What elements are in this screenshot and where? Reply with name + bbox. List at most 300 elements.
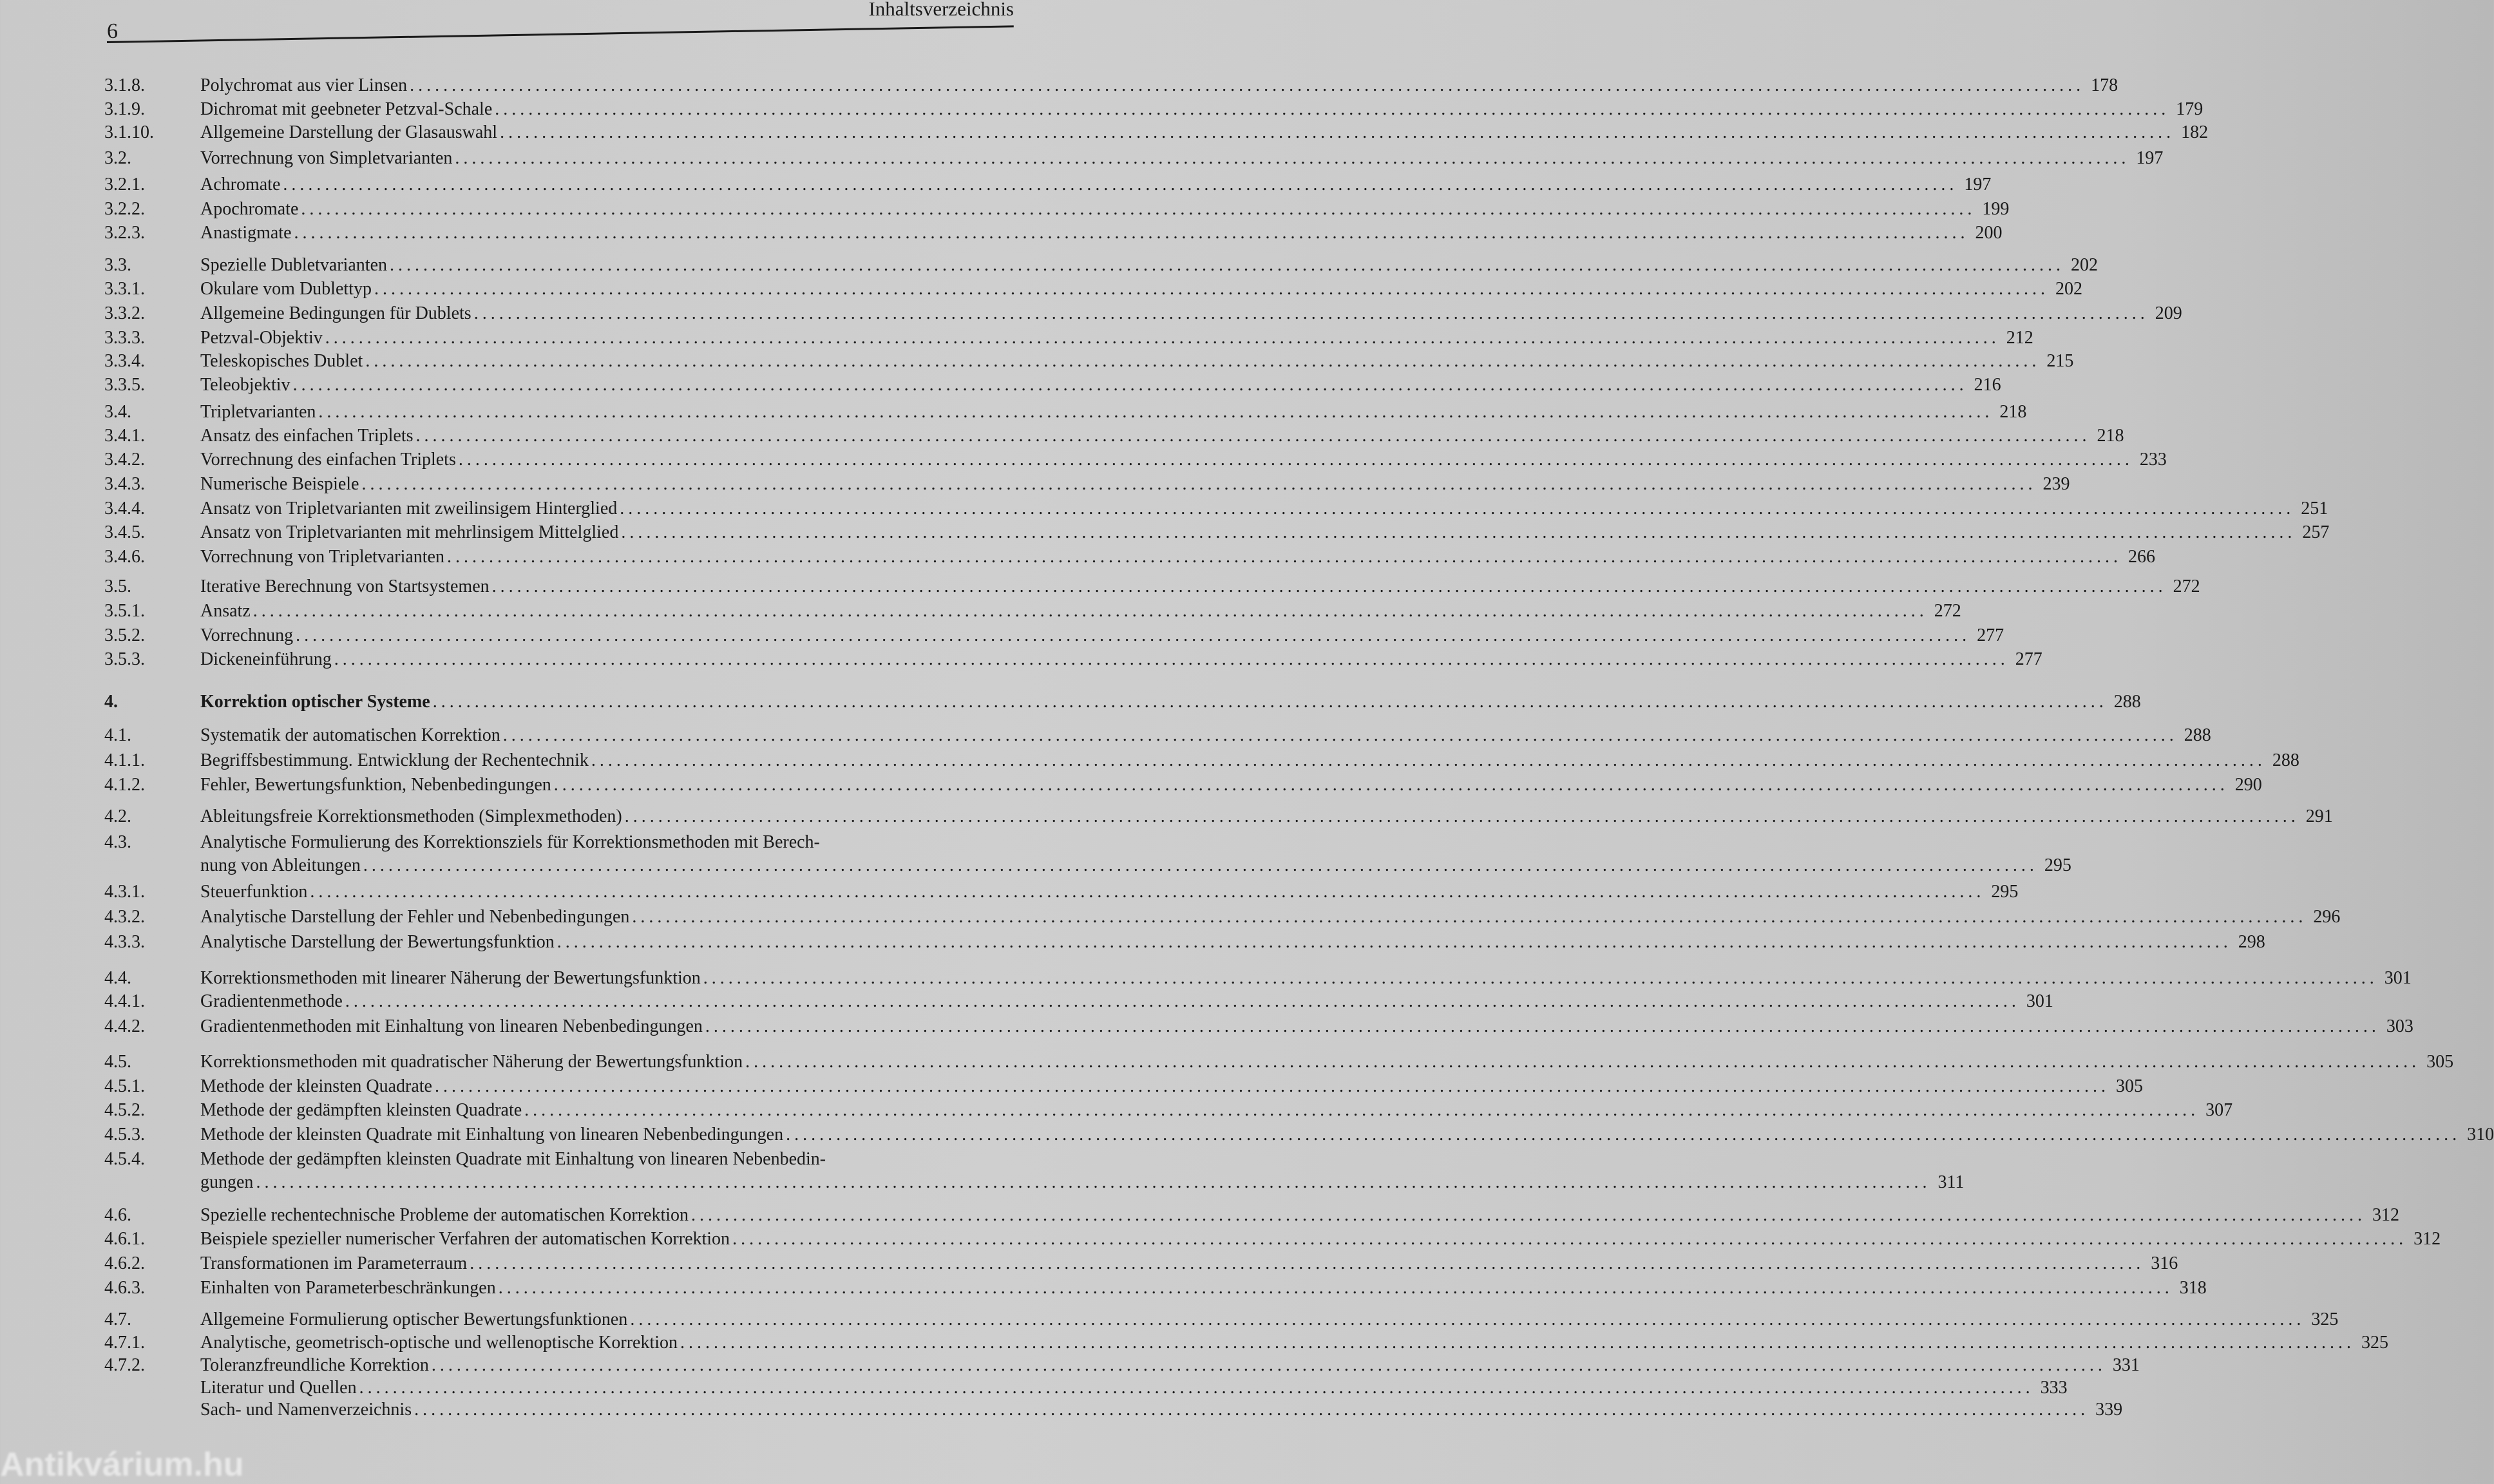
entry-body xyxy=(200,350,2074,373)
toc-entry xyxy=(0,121,2209,144)
toc-entry xyxy=(0,749,2299,772)
page-ref: 182 xyxy=(2181,122,2209,142)
section-number: 4.3.2. xyxy=(104,907,145,927)
toc-entry xyxy=(0,278,2082,301)
dot-leader: ........................................................................................................................................................................................................ xyxy=(691,1205,2366,1225)
section-number: 3.5. xyxy=(104,576,131,596)
entry-body xyxy=(200,497,2328,520)
section-title: Sach- und Namenverzeichnis xyxy=(200,1400,412,1420)
section-number: 3.5.3. xyxy=(104,649,145,669)
toc-entry xyxy=(0,98,2204,121)
dot-leader: ........................................................................................................................................................................................................ xyxy=(455,148,2130,168)
toc-entry xyxy=(0,1015,2413,1038)
page-ref: 288 xyxy=(2272,750,2299,770)
toc-entry xyxy=(0,1308,2339,1331)
toc-entry xyxy=(0,448,2167,471)
dot-leader: ........................................................................................................................................................................................................ xyxy=(630,1309,2305,1329)
toc-entry xyxy=(0,600,1961,623)
section-title: Petzval-Objektiv xyxy=(200,328,323,348)
page-ref: 215 xyxy=(2046,351,2074,371)
toc-entry xyxy=(0,931,2265,954)
entry-body xyxy=(200,575,2200,598)
section-title: Teleobjektiv xyxy=(200,375,290,395)
dot-leader: ........................................................................................................................................................................................................ xyxy=(624,806,2299,826)
toc-entry xyxy=(0,624,2004,647)
page-ref: 288 xyxy=(2113,692,2141,712)
toc-entry xyxy=(0,990,2053,1013)
section-number: 3.2.2. xyxy=(104,199,145,219)
section-title: Polychromat aus vier Linsen xyxy=(200,75,408,95)
section-number: 3.2.3. xyxy=(104,223,145,243)
page-ref: 179 xyxy=(2176,99,2204,119)
toc-entry xyxy=(0,1331,2389,1355)
toc-entry xyxy=(0,147,2164,170)
section-number: 4.6.1. xyxy=(104,1229,145,1249)
toc-entry xyxy=(0,1051,2454,1074)
page-ref: 257 xyxy=(2302,522,2330,542)
toc-entry xyxy=(0,401,2027,424)
toc-entry xyxy=(0,74,2118,97)
entry-body xyxy=(200,906,2341,929)
toc-entry xyxy=(0,424,2124,448)
section-title: Analytische Formulierung des Korrektionsziels für Korrektionsmethoden mit Berech- xyxy=(200,832,820,852)
page-ref: 325 xyxy=(2361,1333,2389,1353)
page-ref: 303 xyxy=(2386,1016,2413,1036)
section-number: 3.3.4. xyxy=(104,351,145,371)
entry-body xyxy=(200,1252,2178,1275)
toc-entry xyxy=(0,198,2010,221)
section-title: Korrektionsmethoden mit quadratischer Näherung der Bewertungsfunktion xyxy=(200,1052,743,1072)
toc-entry xyxy=(0,327,2033,350)
section-number: 4.6.3. xyxy=(104,1278,145,1298)
dot-leader: ........................................................................................................................................................................................................ xyxy=(283,175,1958,195)
toc-entry xyxy=(0,575,2200,598)
entry-body xyxy=(200,1376,2068,1400)
dot-leader: ........................................................................................................................................................................................................ xyxy=(446,547,2122,567)
dot-leader: ........................................................................................................................................................................................................ xyxy=(296,625,1971,645)
section-number: 3.4.6. xyxy=(104,547,145,567)
page-ref: 295 xyxy=(1991,882,2019,902)
page-ref: 218 xyxy=(1999,402,2027,422)
section-number: 4.4. xyxy=(104,968,131,988)
entry-body xyxy=(200,121,2209,144)
entry-body xyxy=(200,831,2071,877)
section-title: Dichromat mit geebneter Petzval-Schale xyxy=(200,99,493,119)
section-title-continued: nung von Ableitungen xyxy=(200,855,361,875)
toc-entry xyxy=(0,222,2003,245)
toc-entry xyxy=(0,302,2182,325)
section-number: 3.3.2. xyxy=(104,303,145,323)
section-title: Achromate xyxy=(200,175,281,195)
toc-entry xyxy=(0,350,2074,373)
entry-body xyxy=(200,278,2082,301)
entry-body xyxy=(200,254,2098,277)
dot-leader: ........................................................................................................................................................................................................ xyxy=(310,882,1985,902)
page-ref: 197 xyxy=(1964,175,1992,195)
section-title: Spezielle rechentechnische Probleme der automatischen Korrektion xyxy=(200,1205,689,1225)
toc-entry xyxy=(0,374,2001,397)
page-ref: 291 xyxy=(2305,806,2333,826)
toc-entry xyxy=(0,1075,2143,1098)
entry-body xyxy=(200,600,1961,623)
section-title: Analytische Darstellung der Bewertungsfunktion xyxy=(200,932,555,952)
entry-body xyxy=(200,401,2027,424)
section-title: Allgemeine Bedingungen für Dublets xyxy=(200,303,471,323)
toc-entry xyxy=(0,1252,2178,1275)
section-title: Tripletvarianten xyxy=(200,402,316,422)
section-number: 4.3.3. xyxy=(104,932,145,952)
toc-entry xyxy=(0,546,2155,569)
entry-body xyxy=(200,1228,2441,1251)
entry-body xyxy=(200,1148,1965,1194)
section-number: 4.5. xyxy=(104,1052,131,1072)
section-title: Beispiele spezieller numerischer Verfahren der automatischen Korrektion xyxy=(200,1229,730,1249)
toc-entry xyxy=(0,690,2141,714)
page-ref: 339 xyxy=(2095,1400,2123,1420)
dot-leader: ........................................................................................................................................................................................................ xyxy=(256,1172,1931,1192)
section-title: Vorrechnung von Tripletvarianten xyxy=(200,547,444,567)
page-ref: 202 xyxy=(2055,279,2082,299)
toc-entry xyxy=(0,1398,2123,1422)
section-number: 3.1.10. xyxy=(104,122,154,142)
section-number: 3.5.2. xyxy=(104,625,145,645)
section-number: 4.4.2. xyxy=(104,1016,145,1036)
section-title: Numerische Beispiele xyxy=(200,474,359,494)
dot-leader: ........................................................................................................................................................................................................ xyxy=(703,968,2378,988)
section-title: Vorrechnung des einfachen Triplets xyxy=(200,450,456,470)
section-number: 4.4.1. xyxy=(104,991,145,1011)
entry-body xyxy=(200,1331,2389,1355)
section-number: 3.1.9. xyxy=(104,99,145,119)
section-title: Iterative Berechnung von Startsystemen xyxy=(200,576,490,596)
section-title: Allgemeine Darstellung der Glasauswahl xyxy=(200,122,498,142)
dot-leader: ........................................................................................................................................................................................................ xyxy=(732,1229,2408,1249)
dot-leader: ........................................................................................................................................................................................................ xyxy=(294,223,1969,243)
section-title: Ableitungsfreie Korrektionsmethoden (Simplexmethoden) xyxy=(200,806,622,826)
dot-leader: ........................................................................................................................................................................................................ xyxy=(252,601,1928,621)
dot-leader: ........................................................................................................................................................................................................ xyxy=(325,328,2000,348)
page-ref: 331 xyxy=(2112,1355,2140,1375)
toc-entry xyxy=(0,1228,2441,1251)
entry-body xyxy=(200,1123,2494,1146)
section-number: 3.4.3. xyxy=(104,474,145,494)
section-number: 4.6.2. xyxy=(104,1253,145,1273)
page-ref: 333 xyxy=(2040,1378,2068,1398)
entry-body xyxy=(200,424,2124,448)
section-title: Ansatz des einfachen Triplets xyxy=(200,426,414,446)
section-title: Einhalten von Parameterbeschränkungen xyxy=(200,1278,496,1298)
section-number: 3.4.2. xyxy=(104,450,145,470)
section-title: Toleranzfreundliche Korrektion xyxy=(200,1355,429,1375)
entry-body xyxy=(200,724,2211,747)
page-ref: 266 xyxy=(2128,547,2155,567)
dot-leader: ........................................................................................................................................................................................................ xyxy=(301,199,1976,219)
entry-body xyxy=(200,374,2001,397)
page-ref: 239 xyxy=(2042,474,2070,494)
entry-body xyxy=(200,473,2070,496)
dot-leader: ........................................................................................................................................................................................................ xyxy=(705,1016,2380,1036)
toc-entry xyxy=(0,1376,2068,1400)
dot-leader: ........................................................................................................................................................................................................ xyxy=(432,692,2108,712)
entry-body xyxy=(200,327,2033,350)
section-title: Apochromate xyxy=(200,199,299,219)
dot-leader: ........................................................................................................................................................................................................ xyxy=(500,122,2175,142)
section-title: Methode der kleinsten Quadrate xyxy=(200,1076,432,1096)
entry-body xyxy=(200,74,2118,97)
entry-body xyxy=(200,98,2204,121)
section-title-continued: gungen xyxy=(200,1172,254,1192)
dot-leader: ........................................................................................................................................................................................................ xyxy=(680,1333,2356,1353)
section-title: Spezielle Dubletvarianten xyxy=(200,255,387,275)
section-number: 4.1.1. xyxy=(104,750,145,770)
page-ref: 307 xyxy=(2205,1100,2233,1120)
page-ref: 318 xyxy=(2179,1278,2207,1298)
section-title: Methode der gedämpften kleinsten Quadrate xyxy=(200,1100,522,1120)
toc-entry xyxy=(0,521,2330,544)
section-number: 3.5.1. xyxy=(104,601,145,621)
entry-body xyxy=(200,931,2265,954)
dot-leader: ........................................................................................................................................................................................................ xyxy=(591,750,2266,770)
section-number: 3.4. xyxy=(104,402,131,422)
toc-entry xyxy=(0,1354,2140,1377)
section-number: 4.5.1. xyxy=(104,1076,145,1096)
page-ref: 301 xyxy=(2384,968,2412,988)
page-ref: 272 xyxy=(1934,601,1961,621)
dot-leader: ........................................................................................................................................................................................................ xyxy=(553,775,2229,795)
section-title: Gradientenmethode xyxy=(200,991,343,1011)
entry-body xyxy=(200,749,2299,772)
toc-entry xyxy=(0,1099,2233,1122)
page-ref: 216 xyxy=(1974,375,2001,395)
section-number: 4.7.1. xyxy=(104,1333,145,1353)
entry-body xyxy=(200,774,2262,797)
page-ref: 277 xyxy=(2015,649,2042,669)
section-number: 3.3. xyxy=(104,255,131,275)
dot-leader: ........................................................................................................................................................................................................ xyxy=(498,1278,2173,1298)
section-number: 3.4.4. xyxy=(104,499,145,518)
entry-body xyxy=(200,880,2019,904)
section-number: 3.3.5. xyxy=(104,375,145,395)
section-title: Steuerfunktion xyxy=(200,882,308,902)
dot-leader: ........................................................................................................................................................................................................ xyxy=(470,1253,2145,1273)
entry-body xyxy=(200,1398,2123,1422)
section-number: 4.3. xyxy=(104,832,131,852)
entry-body xyxy=(200,1277,2207,1300)
section-number: 4.1. xyxy=(104,725,131,745)
entry-body xyxy=(200,302,2182,325)
section-title: Fehler, Bewertungsfunktion, Nebenbedingungen xyxy=(200,775,551,795)
section-number: 4.5.4. xyxy=(104,1149,145,1169)
dot-leader: ........................................................................................................................................................................................................ xyxy=(415,426,2091,446)
toc-entry xyxy=(0,906,2341,929)
dot-leader: ........................................................................................................................................................................................................ xyxy=(410,75,2085,95)
entry-body xyxy=(200,1075,2143,1098)
page-ref: 301 xyxy=(2026,991,2053,1011)
page-ref: 251 xyxy=(2301,499,2328,518)
dot-leader: ........................................................................................................................................................................................................ xyxy=(786,1125,2461,1145)
dot-leader: ........................................................................................................................................................................................................ xyxy=(361,474,2037,494)
watermark: Antikvárium.hu xyxy=(0,1446,244,1483)
section-title: Okulare vom Dublettyp xyxy=(200,279,372,299)
dot-leader: ........................................................................................................................................................................................................ xyxy=(458,450,2133,470)
section-number: 4.6. xyxy=(104,1205,131,1225)
toc-entry xyxy=(0,254,2098,277)
header-rule xyxy=(107,25,1014,43)
section-title: Korrektion optischer Systeme xyxy=(200,692,430,712)
section-number: 4.5.3. xyxy=(104,1125,145,1145)
page-ref: 290 xyxy=(2234,775,2262,795)
page-ref: 178 xyxy=(2091,75,2118,95)
section-title: Vorrechnung von Simpletvarianten xyxy=(200,148,453,168)
page-ref: 310 xyxy=(2467,1125,2494,1145)
page-ref: 296 xyxy=(2313,907,2341,927)
dot-leader: ........................................................................................................................................................................................................ xyxy=(345,991,2020,1011)
entry-body xyxy=(200,805,2333,828)
section-title: Begriffsbestimmung. Entwicklung der Rechentechnik xyxy=(200,750,589,770)
entry-body xyxy=(200,648,2042,671)
dot-leader: ........................................................................................................................................................................................................ xyxy=(374,279,2049,299)
toc-entry xyxy=(0,805,2333,828)
entry-body xyxy=(200,1204,2400,1227)
entry-body xyxy=(200,198,2010,221)
dot-leader: ........................................................................................................................................................................................................ xyxy=(334,649,2009,669)
section-number: 3.4.5. xyxy=(104,522,145,542)
section-number: 4.7.2. xyxy=(104,1355,145,1375)
dot-leader: ........................................................................................................................................................................................................ xyxy=(434,1076,2109,1096)
dot-leader: ........................................................................................................................................................................................................ xyxy=(431,1355,2106,1375)
page-ref: 200 xyxy=(1975,223,2003,243)
section-title: Anastigmate xyxy=(200,223,292,243)
toc-entry xyxy=(0,880,2019,904)
page-ref: 233 xyxy=(2139,450,2167,470)
section-number: 3.3.1. xyxy=(104,279,145,299)
toc-entry xyxy=(0,497,2328,520)
section-number: 3.1.8. xyxy=(104,75,145,95)
entry-body xyxy=(200,546,2155,569)
dot-leader: ........................................................................................................................................................................................................ xyxy=(524,1100,2200,1120)
entry-body xyxy=(200,990,2053,1013)
section-number: 4.1.2. xyxy=(104,775,145,795)
section-title: Allgemeine Formulierung optischer Bewertungsfunktionen xyxy=(200,1309,628,1329)
dot-leader: ........................................................................................................................................................................................................ xyxy=(292,375,1968,395)
dot-leader: ........................................................................................................................................................................................................ xyxy=(502,725,2178,745)
page-ref: 305 xyxy=(2426,1052,2454,1072)
section-number: 3.4.1. xyxy=(104,426,145,446)
section-title: Literatur und Quellen xyxy=(200,1378,357,1398)
page-ref: 212 xyxy=(2006,328,2033,348)
entry-body xyxy=(200,521,2330,544)
section-number: 4.5.2. xyxy=(104,1100,145,1120)
dot-leader: ........................................................................................................................................................................................................ xyxy=(363,855,2038,875)
page-ref: 209 xyxy=(2155,303,2182,323)
entry-body xyxy=(200,1308,2339,1331)
section-number: 4.7. xyxy=(104,1309,131,1329)
toc-entry xyxy=(0,724,2211,747)
section-number: 4.2. xyxy=(104,806,131,826)
page-ref: 298 xyxy=(2238,932,2265,952)
page-ref: 295 xyxy=(2044,855,2071,875)
page-ref: 325 xyxy=(2311,1309,2339,1329)
section-title: Gradientenmethoden mit Einhaltung von linearen Nebenbedingungen xyxy=(200,1016,703,1036)
entry-body xyxy=(200,173,1992,196)
section-title: Ansatz von Tripletvarianten mit mehrlinsigem Mittelglied xyxy=(200,522,619,542)
section-title: Korrektionsmethoden mit linearer Näherung der Bewertungsfunktion xyxy=(200,968,701,988)
dot-leader: ........................................................................................................................................................................................................ xyxy=(414,1400,2089,1420)
section-number: 4.3.1. xyxy=(104,882,145,902)
dot-leader: ........................................................................................................................................................................................................ xyxy=(318,402,1994,422)
page-ref: 218 xyxy=(2097,426,2124,446)
entry-body xyxy=(200,624,2004,647)
toc-entry xyxy=(0,1148,1965,1192)
page-ref: 202 xyxy=(2071,255,2098,275)
page-ref: 272 xyxy=(2173,576,2200,596)
section-title: Teleskopisches Dublet xyxy=(200,351,363,371)
entry-body xyxy=(200,967,2412,990)
toc-entry xyxy=(0,1123,2494,1146)
section-title: Ansatz xyxy=(200,601,251,621)
dot-leader: ........................................................................................................................................................................................................ xyxy=(745,1052,2421,1072)
page-ref: 288 xyxy=(2184,725,2211,745)
section-title: Methode der kleinsten Quadrate mit Einhaltung von linearen Nebenbedingungen xyxy=(200,1125,784,1145)
entry-body xyxy=(200,1099,2233,1122)
entry-body xyxy=(200,1051,2454,1074)
section-title: Dickeneinführung xyxy=(200,649,332,669)
toc-entry xyxy=(0,1277,2207,1300)
entry-body xyxy=(200,448,2167,471)
running-head: Inhaltsverzeichnis xyxy=(868,0,1014,20)
page-ref: 316 xyxy=(2151,1253,2178,1273)
dot-leader: ........................................................................................................................................................................................................ xyxy=(473,303,2149,323)
toc-entry xyxy=(0,473,2070,496)
toc-entry xyxy=(0,648,2042,671)
entry-body xyxy=(200,1015,2413,1038)
page-ref: 197 xyxy=(2136,148,2164,168)
section-number: 4. xyxy=(104,692,118,712)
page-ref: 305 xyxy=(2115,1076,2143,1096)
dot-leader: ........................................................................................................................................................................................................ xyxy=(557,932,2232,952)
section-title: Transformationen im Parameterraum xyxy=(200,1253,468,1273)
section-title: Analytische, geometrisch-optische und wellenoptische Korrektion xyxy=(200,1333,678,1353)
section-number: 3.2. xyxy=(104,148,131,168)
section-title: Ansatz von Tripletvarianten mit zweilinsigem Hinterglied xyxy=(200,499,618,518)
toc-entry xyxy=(0,967,2412,990)
section-title: Systematik der automatischen Korrektion xyxy=(200,725,500,745)
dot-leader: ........................................................................................................................................................................................................ xyxy=(359,1378,2034,1398)
dot-leader: ........................................................................................................................................................................................................ xyxy=(621,522,2296,542)
section-number: 3.3.3. xyxy=(104,328,145,348)
toc-entry xyxy=(0,173,1992,196)
toc-entry xyxy=(0,1204,2400,1227)
dot-leader: ........................................................................................................................................................................................................ xyxy=(365,351,2041,371)
page-ref: 199 xyxy=(1982,199,2010,219)
dot-leader: ........................................................................................................................................................................................................ xyxy=(632,907,2307,927)
page-ref: 311 xyxy=(1937,1172,1965,1192)
toc-entry xyxy=(0,831,2071,875)
page-ref: 312 xyxy=(2372,1205,2400,1225)
page-ref: 277 xyxy=(1977,625,2004,645)
section-number: 3.2.1. xyxy=(104,175,145,195)
entry-body xyxy=(200,690,2141,714)
section-title: Analytische Darstellung der Fehler und Nebenbedingungen xyxy=(200,907,630,927)
section-title: Methode der gedämpften kleinsten Quadrate mit Einhaltung von linearen Nebenbedin- xyxy=(200,1149,826,1169)
dot-leader: ........................................................................................................................................................................................................ xyxy=(495,99,2170,119)
dot-leader: ........................................................................................................................................................................................................ xyxy=(620,499,2295,518)
entry-body xyxy=(200,1354,2140,1377)
entry-body xyxy=(200,222,2003,245)
dot-leader: ........................................................................................................................................................................................................ xyxy=(390,255,2064,275)
section-title: Vorrechnung xyxy=(200,625,294,645)
page-ref: 312 xyxy=(2413,1229,2441,1249)
